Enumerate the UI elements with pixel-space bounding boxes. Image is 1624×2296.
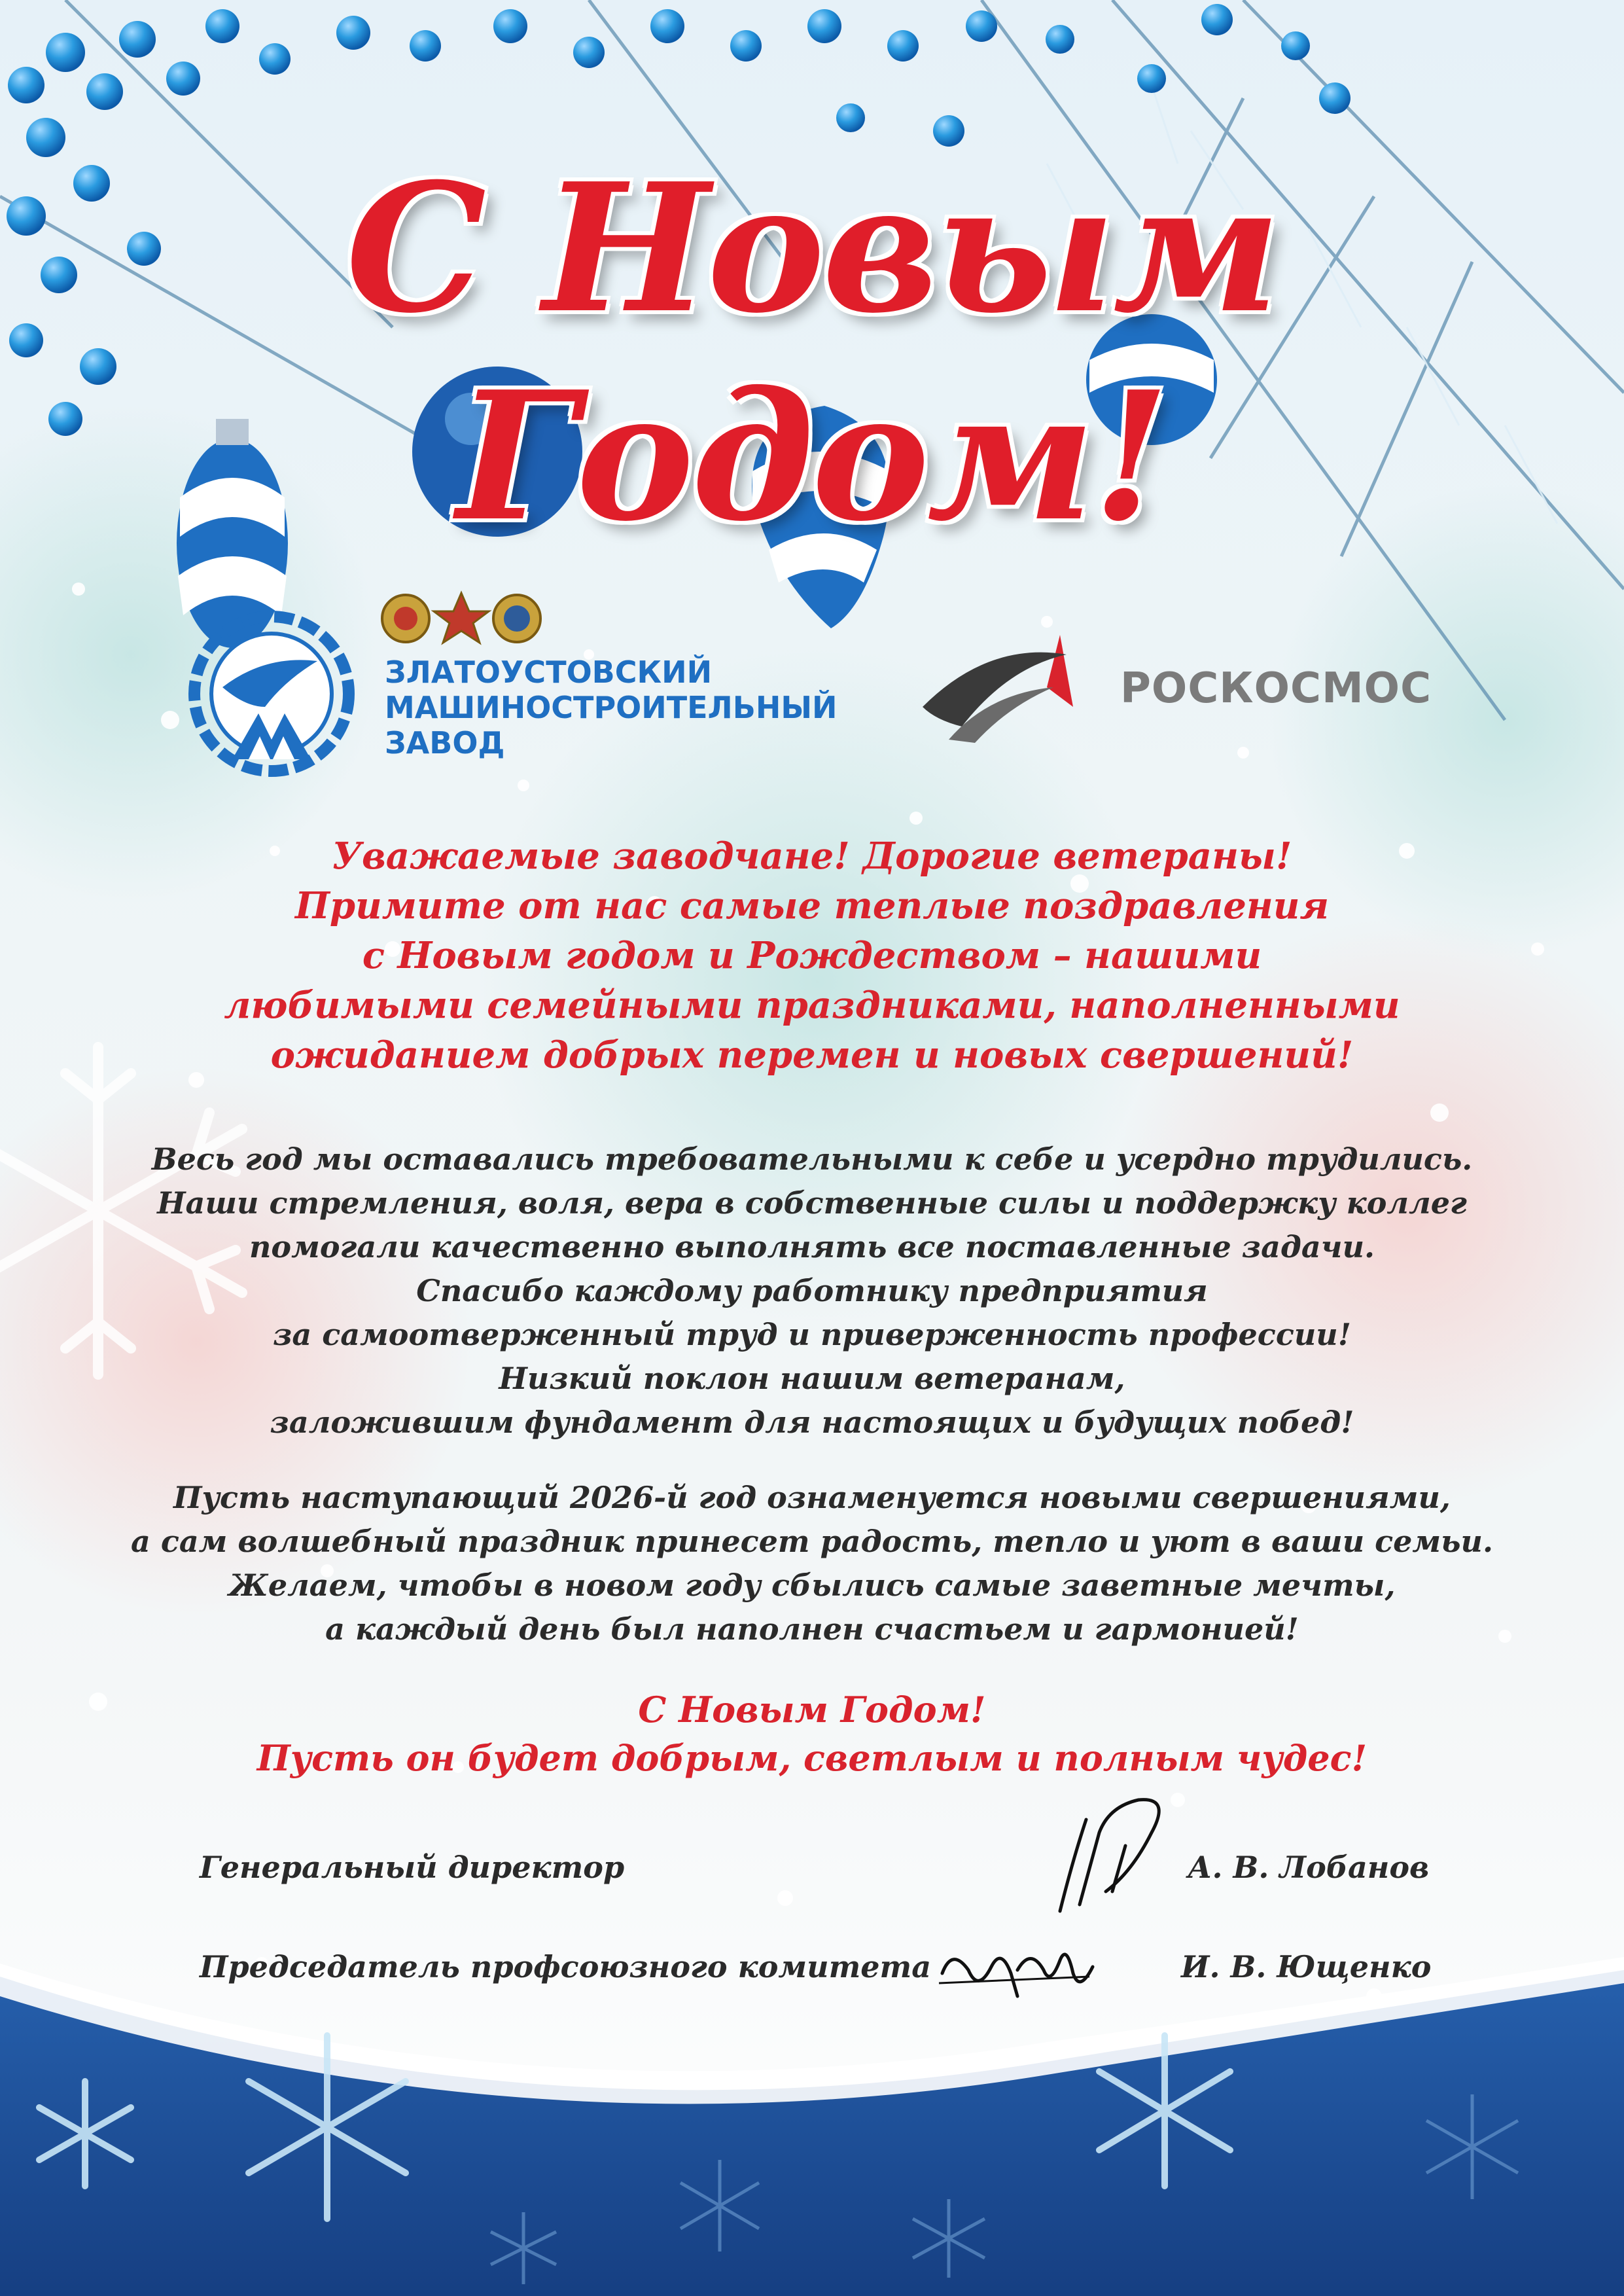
closing-line: С Новым Годом! — [638, 1689, 986, 1731]
order-medals-icon — [376, 589, 546, 648]
signature-title-director: Генеральный директор — [200, 1850, 625, 1885]
paragraph-line: заложившим фундамент для настоящих и будущих побед! — [270, 1405, 1354, 1440]
signature-name-director: А. В. Лобанов — [1188, 1850, 1430, 1885]
intro-line: Уважаемые заводчане! Дорогие ветераны! — [332, 834, 1292, 878]
zmz-line: ЗАВОД — [385, 725, 505, 761]
greeting-heading: С Новым Годом! — [345, 144, 1279, 560]
roscosmos-logo-text: РОСКОСМОС — [1120, 664, 1432, 713]
zmz-line: ЗЛАТОУСТОВСКИЙ — [385, 655, 713, 690]
closing-line: Пусть он будет добрым, светлым и полным чудес! — [256, 1737, 1368, 1779]
intro-line: любимыми семейными праздниками, наполненными — [224, 984, 1400, 1027]
intro-line: Примите от нас самые теплые поздравления — [294, 884, 1330, 927]
zmz-logo-text — [385, 655, 837, 761]
signature-title-union: Председатель профсоюзного комитета — [200, 1949, 931, 1984]
paragraph-2 — [0, 1476, 1624, 1651]
paragraph-line: Весь год мы оставались требовательными к себе и усердно трудились. — [151, 1141, 1473, 1177]
paragraph-line: Наши стремления, воля, вера в собственные силы и поддержку коллег — [157, 1185, 1467, 1221]
intro-line: с Новым годом и Рождеством – нашими — [362, 934, 1262, 977]
paragraph-line: Низкий поклон нашим ветеранам, — [499, 1361, 1125, 1396]
roscosmos-logo-icon — [909, 628, 1093, 746]
paragraph-line: а каждый день был наполнен счастьем и гармонией! — [325, 1611, 1299, 1647]
handwritten-signature-icon — [932, 1934, 1103, 2006]
paragraph-line: Желаем, чтобы в новом году сбылись самые заветные мечты, — [228, 1568, 1396, 1603]
intro-greeting — [0, 831, 1624, 1080]
paragraph-line: Пусть наступающий 2026-й год ознаменуется новыми свершениями, — [173, 1480, 1451, 1515]
zmz-logo — [186, 609, 357, 785]
signature-name-union: И. В. Ющенко — [1181, 1949, 1432, 1984]
closing-wishes — [0, 1685, 1624, 1782]
zmz-line: МАШИНОСТРОИТЕЛЬНЫЙ — [385, 690, 838, 725]
paragraph-line: Спасибо каждому работнику предприятия — [416, 1273, 1208, 1308]
paragraph-line: помогали качественно выполнять все поставленные задачи. — [249, 1229, 1375, 1265]
paragraph-line: а сам волшебный праздник принесет радость, тепло и уют в ваши семьи. — [131, 1524, 1493, 1559]
paragraph-line: за самоотверженный труд и приверженность профессии! — [273, 1317, 1351, 1352]
paragraph-1 — [0, 1138, 1624, 1444]
handwritten-signature-icon — [1047, 1793, 1191, 1924]
intro-line: ожиданием добрых перемен и новых свершений! — [270, 1033, 1354, 1077]
